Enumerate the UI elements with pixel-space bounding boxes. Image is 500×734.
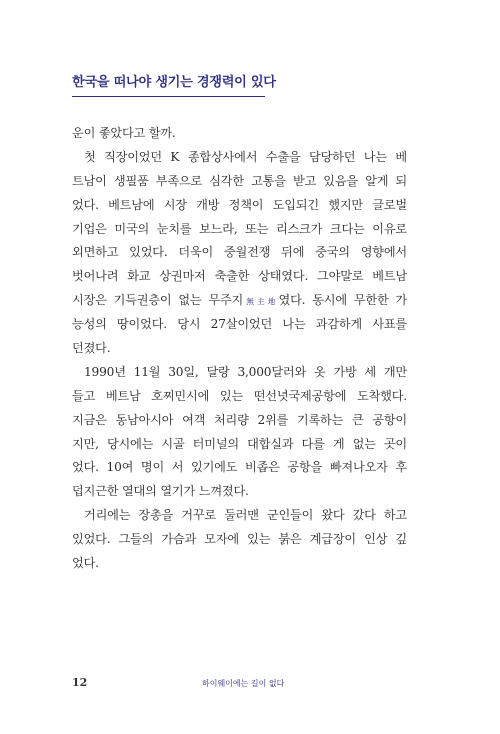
body-line: 첫 직장이었던 K 종합상사에서 수출을 담당하던 나는 베 xyxy=(84,149,407,164)
body-line: 기업은 미국의 눈치를 보느라, 또는 리스크가 크다는 이유로 xyxy=(72,221,407,236)
body-line: 거리에는 장총을 거꾸로 둘러맨 군인들이 왔다 갔다 하고 xyxy=(84,508,407,523)
body-line-with-hanja xyxy=(72,289,407,313)
hanja-annotation: 無主地 xyxy=(243,297,279,307)
body-line: 지만, 당시에는 시골 터미널의 대합실과 다를 게 없는 곳이 xyxy=(72,436,407,451)
body-line-part: 시장은 기득권층이 없는 무주지 xyxy=(72,293,244,308)
body-line-part: 였다. 동시에 무한한 가 xyxy=(278,293,408,308)
body-line: 었다. 10여 명이 서 있기에도 비좁은 공항을 빠져나오자 후 xyxy=(72,460,407,475)
running-footer-title: 하이웨이에는 길이 없다 xyxy=(202,679,285,688)
body-line: 1990년 11월 30일, 달랑 3,000달러와 옷 가방 세 개만 xyxy=(84,364,407,379)
page-number: 12 xyxy=(72,676,88,689)
body-line: 능성의 땅이었다. 당시 27살이었던 나는 과감하게 사표를 xyxy=(72,317,407,332)
section-heading-container xyxy=(72,75,276,97)
body-line: 운이 좋았다고 할까. xyxy=(72,126,176,140)
body-line: 지금은 동남아시아 여객 처리량 2위를 기록하는 큰 공항이 xyxy=(72,412,407,427)
body-line: 었다. 베트남에 시장 개방 정책이 도입되긴 했지만 글로벌 xyxy=(72,197,407,212)
body-line: 외면하고 있었다. 더욱이 중월전쟁 뒤에 중국의 영향에서 xyxy=(72,245,407,260)
body-line: 트남이 생필품 부족으로 심각한 고통을 받고 있음을 알게 되 xyxy=(72,173,407,188)
body-text xyxy=(72,122,407,576)
section-heading: 한국을 떠나야 생기는 경쟁력이 있다 xyxy=(72,75,276,90)
body-line: 벗어나려 화교 상권마저 축출한 상태였다. 그야말로 베트남 xyxy=(72,269,407,284)
body-line: 던졌다. xyxy=(72,341,111,356)
body-line: 었다. xyxy=(72,556,99,571)
body-line: 있었다. 그들의 가슴과 모자에 있는 붉은 계급장이 인상 깊 xyxy=(72,532,407,547)
body-line: 들고 베트남 호찌민시에 있는 떤선녓국제공항에 도착했다. xyxy=(72,388,407,403)
body-line: 덥지근한 열대의 열기가 느껴졌다. xyxy=(72,484,249,499)
